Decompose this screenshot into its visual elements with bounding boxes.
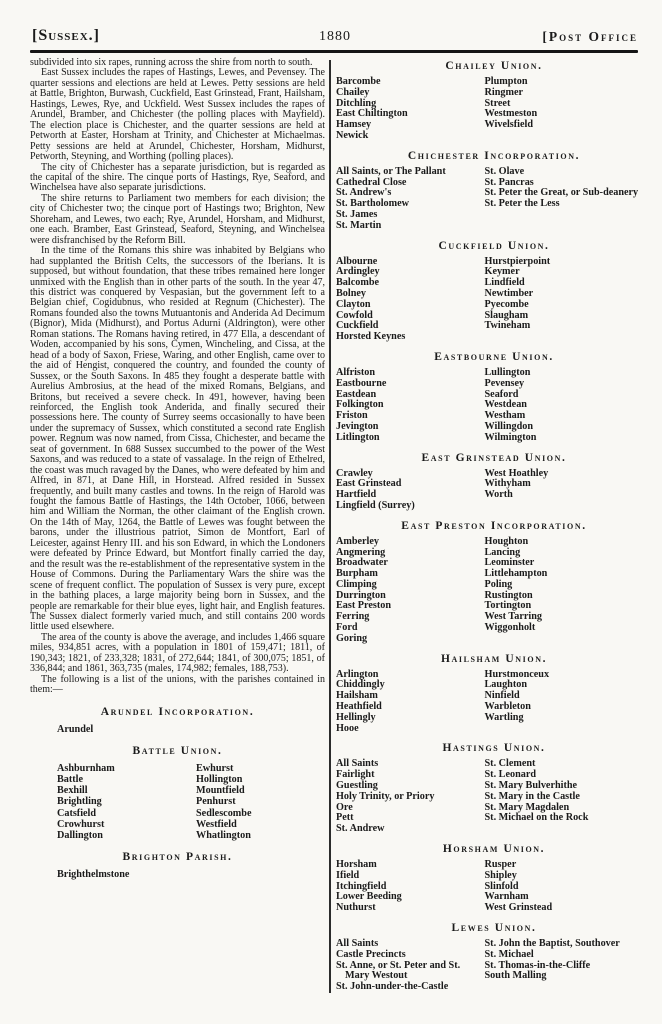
- parish-item: Rusper: [484, 859, 517, 871]
- parish-item: Hartfield: [336, 489, 377, 501]
- parish-item: Ringmer: [484, 86, 523, 98]
- parish-item: Sedlescombe: [196, 807, 252, 819]
- parish-sublist: [336, 939, 485, 993]
- parish-sublist: [485, 759, 652, 824]
- parish-item: Mountfield: [196, 785, 245, 797]
- parish-item: St. Martin: [336, 219, 382, 231]
- parish-item: Ditchling: [336, 97, 377, 109]
- union-section-title: Chichester Incorporation.: [407, 149, 581, 162]
- parish-item: Jevington: [336, 420, 379, 432]
- parish-list: [336, 469, 652, 512]
- parish-item: West Grinstead: [484, 902, 553, 914]
- parish-item: All Saints: [336, 938, 379, 950]
- parish-item: Friston: [336, 410, 368, 422]
- parish-item: Bexhill: [57, 785, 88, 797]
- parish-item: St. Peter the Less: [484, 198, 560, 210]
- header-publication-label: [Post Office: [542, 29, 638, 44]
- parish-item: Westham: [484, 410, 526, 422]
- parish-item: Ninfield: [484, 690, 520, 702]
- parish-list: [336, 537, 652, 645]
- parish-item: Horsted Keynes: [336, 331, 406, 343]
- parish-item: Clayton: [336, 298, 371, 310]
- parish-sublist: [485, 469, 652, 501]
- parish-item: Hamsey: [336, 119, 372, 131]
- parish-sublist: [30, 724, 196, 735]
- parish-item: Durrington: [336, 589, 386, 601]
- parish-list: [30, 869, 325, 880]
- parish-item: East Chiltington: [336, 108, 408, 120]
- parish-item: Ardingley: [336, 266, 380, 278]
- parish-item: Seaford: [484, 388, 519, 400]
- parish-item: Bolney: [336, 287, 367, 299]
- parish-item: Cuckfield: [336, 320, 379, 332]
- right-column: [334, 58, 652, 993]
- parish-list: [30, 763, 325, 841]
- parish-item: St. Andrew's: [336, 187, 392, 199]
- parish-item: Arundel: [57, 723, 94, 735]
- parish-item: Lindfield: [484, 277, 525, 289]
- parish-item: St. Michael on the Rock: [484, 812, 589, 824]
- parish-item: Ore: [336, 801, 353, 813]
- parish-item: St. Mary Bulverhithe: [484, 780, 578, 792]
- body-paragraph: subdivided into six rapes, running across the shire from north to south.: [30, 57, 313, 68]
- parish-item: Poling: [484, 578, 513, 590]
- parish-item: East Preston: [336, 600, 391, 612]
- parish-item: Pevensey: [484, 377, 525, 389]
- parish-item: Littlehampton: [484, 568, 548, 580]
- parish-item: Crawley: [336, 467, 373, 479]
- parish-item: Cathedral Close: [336, 176, 407, 188]
- parish-list: [336, 939, 652, 993]
- parish-item: St. Bartholomew: [336, 198, 410, 210]
- union-section-title: East Preston Incorporation.: [401, 519, 587, 532]
- parish-item: Whatlington: [196, 830, 251, 842]
- parish-item: Lingfield (Surrey): [336, 499, 415, 511]
- parish-item: Litlington: [336, 431, 380, 443]
- union-section-title: Battle Union.: [132, 744, 223, 757]
- parish-sublist: [485, 939, 652, 982]
- parish-item: Slaugham: [484, 309, 529, 321]
- parish-item: Plumpton: [484, 76, 528, 87]
- parish-item: Westdean: [484, 399, 527, 411]
- parish-item: West Hoathley: [484, 467, 549, 479]
- parish-sublist: [196, 763, 325, 841]
- parish-list: [336, 368, 652, 444]
- page-header: [32, 27, 638, 47]
- parish-item: Hurstmonceux: [484, 668, 550, 680]
- body-paragraph: The following is a list of the unions, with the parishes contained in them:—: [30, 673, 325, 696]
- parish-item: St. Mary in the Castle: [484, 790, 580, 802]
- parish-item: Angmering: [336, 546, 386, 558]
- parish-item: Alfriston: [336, 366, 376, 378]
- parish-item: Slinfold: [484, 880, 519, 892]
- parish-item: Hollington: [196, 774, 243, 786]
- parish-item: Amberley: [336, 535, 379, 547]
- parish-item: Chailey: [336, 86, 370, 98]
- parish-sublist: [336, 77, 485, 142]
- union-section-title: Hastings Union.: [442, 742, 546, 755]
- body-paragraph: East Sussex includes the rapes of Hastings, Lewes, and Pevensey. The quarter sessions and elections are held at Lewes. Petty sessions are held at Battle, Brighton, Burwash, Cuckfield, East Grinstead, Frant, Hailsham, Hastings, Lewes, Rye, and Uckfield. West Sussex includes the rapes of Arundel, Bramber, and Chichester (the polling places with Mayfield). The election place is Chichester, and the quarter sessions are held at Petworth at Easter, Horsham at Trinity, and Chichester at Michaelmas. Petty sessions are held at Arundel, Chichester, Horsham, Midhurst, Petworth, Steyning, and Worthing (polling places).: [30, 67, 325, 163]
- parish-item: Hurstpierpoint: [484, 255, 551, 267]
- parish-sublist: [336, 860, 485, 914]
- parish-item: St. Clement: [484, 758, 536, 770]
- parish-item: Fairlight: [336, 769, 375, 781]
- parish-item: Wivelsfield: [484, 119, 534, 131]
- parish-sublist: [485, 537, 652, 634]
- parish-list: [336, 167, 652, 232]
- parish-item: Twineham: [484, 320, 531, 332]
- parish-item: All Saints: [336, 758, 379, 770]
- parish-item: Goring: [336, 632, 368, 644]
- parish-item: Hooe: [336, 722, 359, 734]
- parish-item: Eastbourne: [336, 377, 387, 389]
- header-year: 1880: [319, 29, 351, 44]
- parish-item: Newtimber: [484, 287, 534, 299]
- union-section-title: Hailsham Union.: [440, 652, 548, 665]
- parish-item: Eastdean: [336, 388, 377, 400]
- parish-item: Street: [484, 97, 511, 109]
- parish-sublist: [485, 77, 652, 131]
- parish-item: Houghton: [484, 535, 529, 547]
- parish-sublist: [336, 537, 485, 645]
- body-paragraph: In the time of the Romans this shire was inhabited by Belgians who had supplanted the British Celts, the successors of the Iberians. It is supposed, but without foundation, that these tribes remained here longer unmixed with the English than in other parts of the south. In the year 47, this district was conquered by Vespasian, but the government left to a Belgian chief, Cogidubnus, who resided at Regnum (Chichester). The Romans founded also the towns Mutuantonis and Anderida Ad Decimum (Bignor), Mida (Midhurst), and Portus Adurni (Aldrington), were other Roman stations. The Romans having retired, in 477 Ella, a descendant of Woden, accompanied by his sons, Cymen, Wincheling, and Cissa, at the head of a body of Saxon, Friese, Waring, and other English, came over to the aid of Hengist, conquered the country, and founded the county of Sussex, or the South Saxons. In 485 they fought a desperate battle with Aurelius Ambrosius, at the head of the mixed Romans, Belgians, and Britons, but received a severe check. In 491, however, having been reinforced, the English took Anderida, and finally secured their possessions here. The county of Surrey seems occasionally to have been under the supremacy of Sussex, which constituted a second rate English power. Regnum was now named, from Cissa, Chichester, and became the seat of government. In 688 Sussex succumbed to the power of the West Saxons, and was reduced to a state of vassalage. In the reign of Ethelred, the coast was much ravaged by the Danes, who were defeated by him and Alfred, in 871, at Dane Hill, in Horstead. Alfred resided in Sussex frequently, and built many castles and towns. In the reign of Harold was fought the famous Battle of Hastings, the 14th October, 1066, between him and William the Norman, the other claimant of the English crown. On the 14th of May, 1264, the Battle of Lewes was fought between the barons, under the illustrious patriot, Simon de Montfort, Earl of Leicester, against Henry III. and his son Edward, in which the Londoners were defeated by Prince Edward, but Montfort finally carried the day, and the result was the re-establishment of the representative system in the House of Commons. During the Parliamentary Wars the shire was the scene of frequent conflict. The population of Sussex is very pure, except in the bathing places, a large majority being born in Sussex, and the people are remarkable for their blue eyes, light hair, and English features. The Sussex dialect formerly varied much, and still contains 200 words little used elsewhere.: [30, 245, 325, 633]
- parish-item: Keymer: [484, 266, 520, 278]
- union-section-title: Cuckfield Union.: [438, 239, 550, 252]
- parish-item: St. John-under-the-Castle: [336, 981, 449, 993]
- parish-item: Ford: [336, 622, 358, 634]
- parish-item: Broadwater: [336, 557, 388, 569]
- parish-sublist: [336, 368, 485, 444]
- parish-item: Penhurst: [196, 796, 236, 808]
- parish-item: Willingdon: [484, 420, 534, 432]
- parish-item: St. James: [336, 208, 378, 220]
- parish-list: [336, 257, 652, 343]
- parish-item: St. Leonard: [484, 769, 537, 781]
- parish-item: St. Olave: [484, 165, 525, 177]
- parish-item: St. Peter the Great, or Sub-deanery: [484, 187, 639, 199]
- parish-item: Warbleton: [484, 701, 531, 713]
- column-divider-rule: [329, 60, 331, 993]
- parish-sublist: [336, 759, 485, 835]
- parish-item: Burpham: [336, 568, 378, 580]
- parish-item: Shipley: [484, 869, 517, 881]
- parish-item: Arlington: [336, 668, 379, 680]
- parish-sublist: [336, 257, 485, 343]
- parish-item: Hellingly: [336, 711, 376, 723]
- parish-item: Brightling: [57, 796, 102, 808]
- union-section-title: Horsham Union.: [442, 843, 546, 856]
- parish-item: Barcombe: [336, 76, 381, 87]
- parish-item: Wiggonholt: [484, 622, 536, 634]
- parish-list: [336, 77, 652, 142]
- parish-item: Hailsham: [336, 690, 378, 702]
- parish-item: Guestling: [336, 780, 378, 792]
- parish-item: Worth: [484, 489, 513, 501]
- union-section-title: Arundel Incorporation.: [100, 705, 255, 718]
- parish-list: [336, 670, 652, 735]
- parish-item: Pett: [336, 812, 354, 824]
- body-paragraph: The city of Chichester has a separate jurisdiction, but is regarded as the capital of the shire. The cinque ports of Hastings, Rye, Seaford, and Winchelsea have also separate jurisdictions.: [30, 161, 325, 194]
- parish-item: Horsham: [336, 859, 377, 871]
- parish-sublist: [485, 167, 652, 210]
- parish-item: Laughton: [484, 679, 527, 691]
- parish-item: Nuthurst: [336, 902, 376, 914]
- body-paragraph: The area of the county is above the average, and includes 1,466 square miles, 934,851 acres, with a population in 1801 of 159,471; 1811, of 190,343; 1821, of 233,328; 1831, of 272,644; 1841, of 300,075; 1851, of 336,844; and 1861, 363,735 (males, 174,982; females, 188,753).: [30, 631, 325, 675]
- header-county-label: [Sussex.]: [32, 27, 101, 44]
- parish-list: [336, 759, 652, 835]
- parish-item: Ifield: [336, 869, 360, 881]
- parish-sublist: [336, 167, 485, 232]
- union-section-title: Brighton Parish.: [122, 851, 233, 864]
- parish-item: Lullington: [484, 366, 531, 378]
- parish-item: South Malling: [484, 970, 547, 982]
- parish-item: Holy Trinity, or Priory: [336, 790, 435, 802]
- parish-item: Tortington: [484, 600, 532, 612]
- parish-sublist: [485, 670, 652, 724]
- parish-item: Chiddingly: [336, 679, 385, 691]
- parish-item: Albourne: [336, 255, 378, 267]
- parish-item: Withyham: [484, 478, 531, 490]
- parish-item: Westmeston: [484, 108, 538, 120]
- parish-item: Itchingfield: [336, 880, 387, 892]
- parish-item: Crowhurst: [57, 818, 105, 830]
- parish-item: Ashburnham: [57, 762, 115, 774]
- parish-item: Balcombe: [336, 277, 380, 289]
- parish-item: St. Michael: [484, 948, 534, 960]
- parish-item: Ewhurst: [196, 762, 234, 774]
- union-section-title: Eastbourne Union.: [434, 350, 554, 363]
- union-section-title: Chailey Union.: [445, 60, 543, 72]
- parish-item: All Saints, or The Pallant: [336, 165, 446, 177]
- content-columns: [30, 58, 652, 993]
- parish-item: Cowfold: [336, 309, 373, 321]
- parish-item: St. Anne, or St. Peter and St. Mary Westout: [336, 959, 461, 982]
- parish-item: Westfield: [196, 818, 237, 830]
- parish-item: Leominster: [484, 557, 535, 569]
- parish-item: St. Thomas-in-the-Cliffe: [484, 959, 591, 971]
- body-paragraph: The shire returns to Parliament two members for each division; the city of Chichester two; the cinque port of Hastings two; Brighton, New Shoreham, and Lewes, two each; Rye, Arundel, Horsham, and Midhurst, one each. Bramber, East Grinstead, Seaford, Steyning, and Winchelsea were disfranchised by the Reform Bill.: [30, 192, 325, 246]
- parish-item: Rustington: [484, 589, 533, 601]
- parish-item: Catsfield: [57, 807, 97, 819]
- parish-item: Lancing: [484, 546, 521, 558]
- parish-item: St. Andrew: [336, 823, 385, 835]
- left-column: [30, 58, 325, 993]
- parish-item: West Tarring: [484, 611, 542, 623]
- parish-sublist: [336, 469, 485, 512]
- parish-item: St. John the Baptist, Southover: [484, 938, 620, 950]
- parish-item: Heathfield: [336, 701, 382, 713]
- parish-sublist: [336, 670, 485, 735]
- parish-list: [30, 724, 325, 735]
- parish-sublist: [485, 860, 652, 914]
- parish-list: [336, 860, 652, 914]
- parish-item: Wartling: [484, 711, 524, 723]
- parish-item: Castle Precincts: [336, 948, 406, 960]
- parish-sublist: [30, 763, 196, 841]
- parish-item: Brighthelmstone: [57, 869, 130, 881]
- parish-item: Lower Beeding: [336, 891, 402, 903]
- parish-item: East Grinstead: [336, 478, 402, 490]
- union-section-title: East Grinstead Union.: [421, 451, 567, 464]
- parish-item: Ferring: [336, 611, 370, 623]
- parish-item: Climping: [336, 578, 377, 590]
- parish-item: Pyecombe: [484, 298, 529, 310]
- parish-item: Folkington: [336, 399, 384, 411]
- parish-item: Newick: [336, 129, 369, 141]
- parish-sublist: [485, 257, 652, 333]
- parish-sublist: [485, 368, 652, 444]
- parish-item: St. Mary Magdalen: [484, 801, 570, 813]
- parish-item: Battle: [57, 774, 84, 786]
- parish-item: Dallington: [57, 830, 103, 842]
- parish-item: St. Pancras: [484, 176, 534, 188]
- header-rule: [30, 50, 638, 53]
- parish-sublist: [30, 869, 196, 880]
- parish-item: Wilmington: [484, 431, 537, 443]
- parish-item: Warnham: [484, 891, 529, 903]
- union-section-title: Lewes Union.: [451, 922, 537, 935]
